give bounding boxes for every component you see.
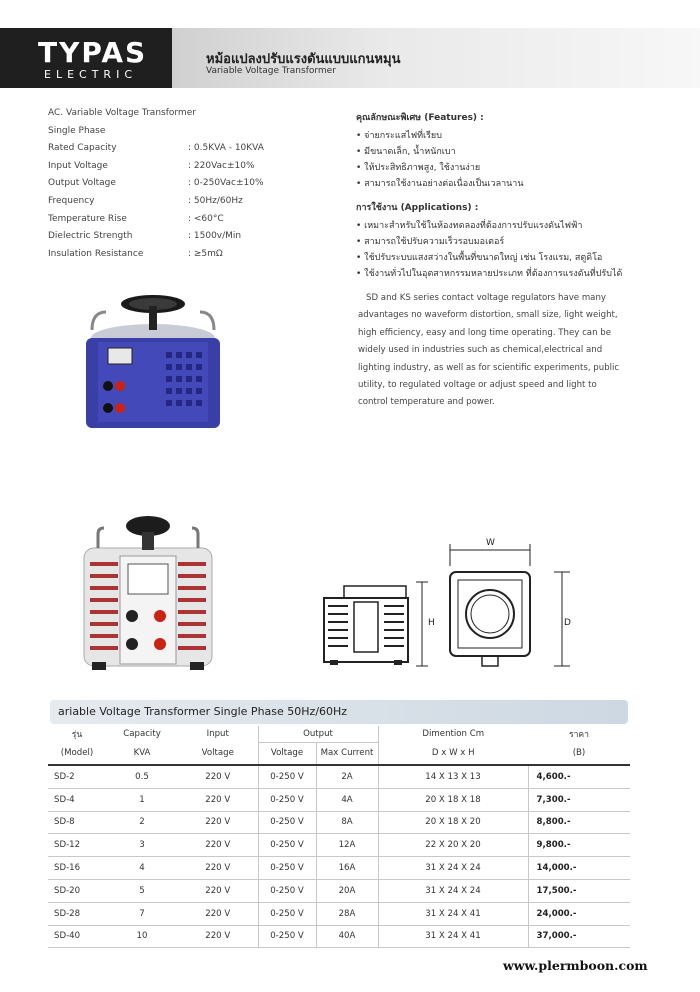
- logo-main-text: TYPAS: [38, 36, 148, 69]
- applications-heading: การใช้งาน (Applications) :: [356, 203, 479, 213]
- table-row: [48, 811, 630, 834]
- cell-kva: 1: [106, 788, 178, 811]
- cell-current: 12A: [316, 834, 378, 857]
- cell-dimension: 20 X 18 X 20: [378, 811, 528, 834]
- spec-value: : 0-250Vac±10%: [188, 178, 264, 189]
- website-url: www.plermboon.com: [503, 958, 648, 973]
- cell-current: 8A: [316, 811, 378, 834]
- cell-price: 37,000.-: [528, 925, 630, 948]
- width-label: W: [486, 538, 495, 548]
- col-output: [258, 726, 378, 742]
- spec-label: Insulation Resistance: [48, 248, 144, 259]
- cell-current: 16A: [316, 857, 378, 880]
- cell-dimension: 31 X 24 X 24: [378, 857, 528, 880]
- feature-item: • จ่ายกระแสไฟที่เรียบ: [356, 131, 442, 141]
- cell-output-voltage: 0-250 V: [258, 879, 316, 902]
- cell-current: 28A: [316, 902, 378, 925]
- col-model: [48, 726, 106, 742]
- application-item: • เหมาะสำหรับใช้ในห้องทดลองที่ต้องการปรับแรงดันไฟฟ้า: [356, 221, 583, 231]
- header-bar: [0, 28, 700, 88]
- cell-output-voltage: 0-250 V: [258, 765, 316, 788]
- cell-kva: 3: [106, 834, 178, 857]
- cell-current: 40A: [316, 925, 378, 948]
- col-capacity-label: Capacity: [123, 729, 161, 739]
- col-input-sub: Voltage: [178, 742, 258, 765]
- col-model-en: (Model): [48, 742, 106, 765]
- spec-row: [48, 178, 264, 196]
- cell-model: SD-12: [48, 834, 106, 857]
- feature-item: • ให้ประสิทธิภาพสูง, ใช้งานง่าย: [356, 163, 481, 173]
- table-row: [48, 765, 630, 788]
- product-description: SD and KS series contact voltage regulators have many advantages no waveform distortion, small size, light weight, high efficiency, easy and long time operating. They can be widely used in industries such as chemical,electrical and lighting industry, as well as for scientific experiments, public utility, to regulated voltage or adjust speed and light to control temperature and power.: [358, 293, 620, 408]
- cell-price: 17,500.-: [528, 879, 630, 902]
- price-table: [48, 726, 630, 948]
- col-dimension-label: Dimention Cm: [422, 729, 485, 739]
- spec-heading: AC. Variable Voltage Transformer: [48, 108, 196, 118]
- dimension-drawing: [318, 536, 580, 676]
- cell-dimension: 20 X 18 X 18: [378, 788, 528, 811]
- cell-kva: 10: [106, 925, 178, 948]
- table-row: [48, 925, 630, 948]
- spec-value: : 0.5KVA - 10KVA: [188, 143, 264, 154]
- col-price: [528, 726, 630, 742]
- col-input: [178, 726, 258, 742]
- spec-label: Temperature Rise: [48, 213, 127, 224]
- brand-logo: [0, 28, 172, 88]
- cell-output-voltage: 0-250 V: [258, 834, 316, 857]
- cell-model: SD-4: [48, 788, 106, 811]
- page-title-english: Variable Voltage Transformer: [206, 66, 336, 76]
- cell-input: 220 V: [178, 925, 258, 948]
- table-row: [48, 857, 630, 880]
- cell-output-voltage: 0-250 V: [258, 925, 316, 948]
- col-output-current: Max Current: [316, 742, 378, 765]
- spec-row: [48, 249, 264, 267]
- col-dimension-sub: D x W x H: [378, 742, 528, 765]
- spec-value: : 220Vac±10%: [188, 160, 255, 171]
- cell-model: SD-8: [48, 811, 106, 834]
- spec-row: [48, 231, 264, 249]
- table-row: [48, 788, 630, 811]
- cell-price: 8,800.-: [528, 811, 630, 834]
- application-item: • ใช้ปรับระบบแสงสว่างในพื้นที่ขนาดใหญ่ เช่น โรงแรม, สตูดิโอ: [356, 253, 603, 263]
- depth-label: D: [564, 618, 571, 628]
- spec-label: Dielectric Strength: [48, 231, 133, 242]
- cell-dimension: 22 X 20 X 20: [378, 834, 528, 857]
- white-transformer-photo: [80, 512, 216, 672]
- cell-input: 220 V: [178, 857, 258, 880]
- cell-kva: 2: [106, 811, 178, 834]
- features-section: [356, 110, 656, 282]
- cell-price: 24,000.-: [528, 902, 630, 925]
- spec-row: [48, 143, 264, 161]
- spec-row: [48, 214, 264, 232]
- cell-model: SD-2: [48, 765, 106, 788]
- cell-input: 220 V: [178, 765, 258, 788]
- col-model-th: รุ่น: [71, 730, 83, 740]
- cell-dimension: 31 X 24 X 24: [378, 879, 528, 902]
- feature-item: • สามารถใช้งานอย่างต่อเนื่องเป็นเวลานาน: [356, 179, 524, 189]
- spec-value: : <60°C: [188, 213, 224, 224]
- cell-input: 220 V: [178, 879, 258, 902]
- col-price-unit: (B): [528, 742, 630, 765]
- cell-model: SD-40: [48, 925, 106, 948]
- cell-kva: 5: [106, 879, 178, 902]
- cell-dimension: 31 X 24 X 41: [378, 902, 528, 925]
- cell-kva: 7: [106, 902, 178, 925]
- col-capacity-unit: KVA: [106, 742, 178, 765]
- col-capacity: [106, 726, 178, 742]
- cell-input: 220 V: [178, 811, 258, 834]
- cell-kva: 4: [106, 857, 178, 880]
- cell-dimension: 31 X 24 X 41: [378, 925, 528, 948]
- cell-output-voltage: 0-250 V: [258, 902, 316, 925]
- cell-current: 2A: [316, 765, 378, 788]
- spec-label: Rated Capacity: [48, 143, 117, 154]
- table-row: [48, 902, 630, 925]
- table-row: [48, 834, 630, 857]
- logo-sub-text: ELECTRIC: [44, 68, 137, 81]
- table-row: [48, 879, 630, 902]
- cell-input: 220 V: [178, 788, 258, 811]
- cell-input: 220 V: [178, 902, 258, 925]
- cell-model: SD-16: [48, 857, 106, 880]
- cell-current: 20A: [316, 879, 378, 902]
- cell-current: 4A: [316, 788, 378, 811]
- col-output-voltage: Voltage: [258, 742, 316, 765]
- table-title: ariable Voltage Transformer Single Phase 50Hz/60Hz: [58, 705, 348, 718]
- col-dimension: [378, 726, 528, 742]
- spec-label: Input Voltage: [48, 160, 108, 171]
- application-item: • สามารถใช้ปรับความเร็วรอบมอเตอร์: [356, 237, 505, 247]
- spec-value: : 1500v/Min: [188, 231, 242, 242]
- col-price-th: ราคา: [568, 730, 590, 740]
- application-item: • ใช้งานทั่วไปในอุตสาหกรรมหลายประเภท ที่ต้องการแรงดันที่ปรับได้: [356, 269, 623, 279]
- spec-value: : ≥5mΩ: [188, 248, 223, 259]
- cell-kva: 0.5: [106, 765, 178, 788]
- cell-model: SD-28: [48, 902, 106, 925]
- spec-row: [48, 196, 264, 214]
- spec-subheading: Single Phase: [48, 125, 106, 136]
- spec-label: Frequency: [48, 195, 95, 206]
- cell-output-voltage: 0-250 V: [258, 811, 316, 834]
- cell-price: 4,600.-: [528, 765, 630, 788]
- features-heading: คุณลักษณะพิเศษ (Features) :: [356, 113, 484, 123]
- feature-item: • มีขนาดเล็ก, น้ำหนักเบา: [356, 147, 456, 157]
- page-title-thai: หม้อแปลงปรับแรงดันแบบแกนหมุน: [206, 52, 401, 67]
- blue-transformer-photo: [78, 290, 228, 438]
- cell-output-voltage: 0-250 V: [258, 857, 316, 880]
- cell-output-voltage: 0-250 V: [258, 788, 316, 811]
- height-label: H: [428, 618, 435, 628]
- spec-row: [48, 161, 264, 179]
- spec-list: [48, 108, 264, 266]
- col-output-label: Output: [303, 728, 333, 739]
- spec-label: Output Voltage: [48, 178, 116, 189]
- cell-dimension: 14 X 13 X 13: [378, 765, 528, 788]
- col-input-label: Input: [206, 729, 229, 739]
- cell-input: 220 V: [178, 834, 258, 857]
- cell-price: 14,000.-: [528, 857, 630, 880]
- spec-value: : 50Hz/60Hz: [188, 195, 243, 206]
- cell-price: 9,800.-: [528, 834, 630, 857]
- cell-price: 7,300.-: [528, 788, 630, 811]
- cell-model: SD-20: [48, 879, 106, 902]
